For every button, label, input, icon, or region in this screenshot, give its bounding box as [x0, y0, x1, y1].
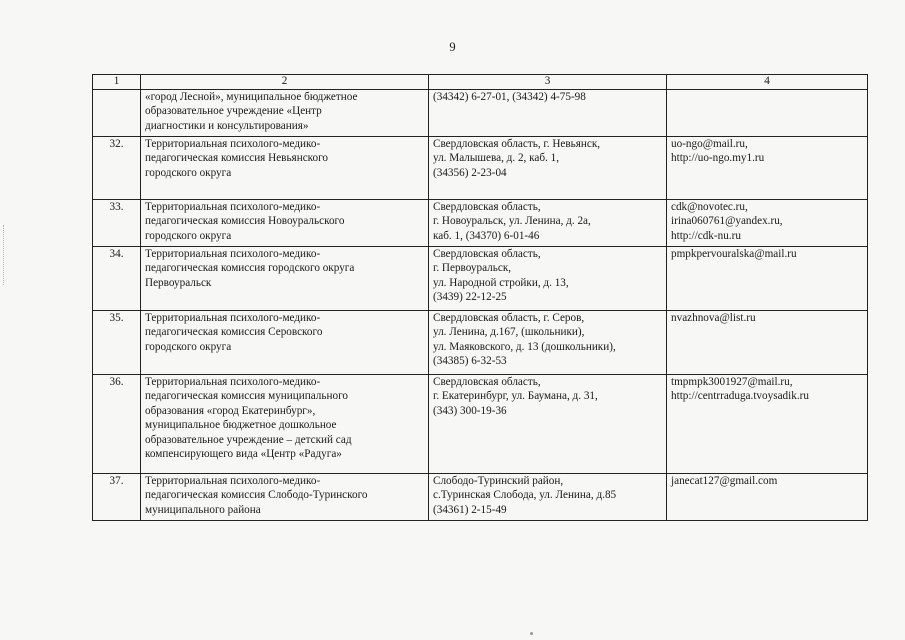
commission-name-cell-line: Территориальная психолого-медико-	[145, 138, 321, 150]
address-cell	[429, 375, 667, 474]
contacts-cell	[667, 474, 868, 521]
address-cell	[429, 474, 667, 521]
commission-name-cell-line: Территориальная психолого-медико-	[145, 248, 321, 260]
contacts-cell	[667, 137, 868, 200]
contacts-cell-line: pmpkpervouralska@mail.ru	[671, 248, 797, 260]
address-cell-line: Свердловская область,	[433, 376, 541, 388]
address-cell-line: Свердловская область,	[433, 248, 541, 260]
address-cell-line: Свердловская область, г. Невьянск,	[433, 138, 601, 150]
table-row	[93, 200, 868, 247]
address-cell-line: ул. Маяковского, д. 13 (дошкольники),	[433, 340, 616, 353]
commission-name-cell	[141, 137, 429, 200]
address-cell-line: ул. Ленина, д.167, (школьники),	[433, 326, 585, 339]
column-header-4: 4	[667, 75, 868, 90]
address-cell-line: с.Туринская Слобода, ул. Ленина, д.85	[433, 489, 617, 502]
commission-name-cell	[141, 474, 429, 521]
commission-name-cell-line: Территориальная психолого-медико-	[145, 312, 321, 324]
commission-name-cell-line: муниципального района	[145, 503, 261, 516]
commission-name-cell-line: педагогическая комиссия муниципального	[145, 390, 348, 403]
contacts-cell	[667, 90, 868, 137]
address-cell	[429, 90, 667, 137]
commission-name-cell-line: педагогическая комиссия Серовского	[145, 326, 323, 339]
commission-name-cell-line: диагностики и консультирования»	[145, 119, 309, 132]
row-number	[93, 90, 141, 137]
address-cell-line: Слободо-Туринский район,	[433, 475, 564, 487]
table-row	[93, 311, 868, 375]
table-row	[93, 137, 868, 200]
contacts-cell	[667, 375, 868, 474]
commission-name-cell-line: Территориальная психолого-медико-	[145, 376, 321, 388]
commission-name-cell-line: Первоуральск	[145, 276, 212, 289]
table-row	[93, 375, 868, 474]
table-row	[93, 90, 868, 137]
scan-edge-marks	[3, 225, 8, 285]
address-cell	[429, 311, 667, 375]
commission-name-cell-line: городского округа	[145, 340, 232, 353]
commission-name-cell-line: «город Лесной», муниципальное бюджетное	[145, 91, 358, 103]
column-header-2: 2	[141, 75, 429, 90]
address-cell-line: Свердловская область, г. Серов,	[433, 312, 585, 324]
page-number: 9	[449, 40, 456, 54]
commission-name-cell-line: Территориальная психолого-медико-	[145, 475, 321, 487]
row-number: 36.	[93, 375, 141, 474]
contacts-cell-line: http://cdk-nu.ru	[671, 229, 741, 242]
commission-name-cell-line: педагогическая комиссия Новоуральского	[145, 215, 345, 228]
commission-name-cell	[141, 90, 429, 137]
contacts-cell-line: http://uo-ngo.my1.ru	[671, 152, 765, 165]
address-cell-line: (3439) 22-12-25	[433, 291, 507, 304]
address-cell-line: ул. Малышева, д. 2, каб. 1,	[433, 152, 560, 165]
address-cell	[429, 200, 667, 247]
row-number: 32.	[93, 137, 141, 200]
address-cell	[429, 247, 667, 311]
address-cell-line: (34342) 6-27-01, (34342) 4-75-98	[433, 91, 586, 103]
commission-name-cell-line: образования «город Екатеринбург»,	[145, 404, 316, 417]
commission-name-cell-line: педагогическая комиссия Слободо-Туринского	[145, 489, 368, 502]
commission-name-cell-line: педагогическая комиссия городского округа	[145, 262, 355, 275]
contacts-cell	[667, 311, 868, 375]
commission-name-cell-line: муниципальное бюджетное дошкольное	[145, 419, 337, 432]
address-cell-line: г. Новоуральск, ул. Ленина, д. 2а,	[433, 215, 591, 228]
contacts-cell-line: janecat127@gmail.com	[671, 475, 778, 487]
address-cell-line: (34361) 2-15-49	[433, 503, 507, 516]
commissions-table	[92, 74, 868, 521]
table-header-row	[93, 75, 868, 90]
commission-name-cell	[141, 200, 429, 247]
table-row	[93, 474, 868, 521]
contacts-cell-line: cdk@novotec.ru,	[671, 201, 748, 213]
commission-name-cell-line: образовательное учреждение «Центр	[145, 105, 322, 118]
contacts-cell	[667, 200, 868, 247]
address-cell-line: (34356) 2-23-04	[433, 166, 507, 179]
commission-name-cell-line: городского округа	[145, 229, 232, 242]
address-cell-line: ул. Народной стройки, д. 13,	[433, 276, 569, 289]
row-number: 35.	[93, 311, 141, 375]
address-cell-line: г. Екатеринбург, ул. Баумана, д. 31,	[433, 390, 598, 403]
contacts-cell	[667, 247, 868, 311]
row-number: 33.	[93, 200, 141, 247]
commission-name-cell-line: компенсирующего вида «Центр «Радуга»	[145, 448, 342, 461]
scan-speck	[530, 632, 533, 635]
table-row	[93, 247, 868, 311]
commission-name-cell	[141, 247, 429, 311]
address-cell-line: Свердловская область,	[433, 201, 541, 213]
commission-name-cell-line: городского округа	[145, 166, 232, 179]
commission-name-cell-line: образовательное учреждение – детский сад	[145, 433, 352, 446]
contacts-cell-line: nvazhnova@list.ru	[671, 312, 756, 324]
address-cell-line: г. Первоуральск,	[433, 262, 512, 275]
contacts-cell-line: irina060761@yandex.ru,	[671, 215, 783, 228]
commission-name-cell	[141, 311, 429, 375]
address-cell-line: каб. 1, (34370) 6-01-46	[433, 229, 540, 242]
commission-name-cell-line: Территориальная психолого-медико-	[145, 201, 321, 213]
contacts-cell-line: tmpmpk3001927@mail.ru,	[671, 376, 793, 388]
column-header-1: 1	[93, 75, 141, 90]
row-number: 37.	[93, 474, 141, 521]
row-number: 34.	[93, 247, 141, 311]
contacts-cell-line: http://centrraduga.tvoysadik.ru	[671, 390, 809, 403]
address-cell-line: (34385) 6-32-53	[433, 355, 507, 368]
address-cell-line: (343) 300-19-36	[433, 404, 507, 417]
address-cell	[429, 137, 667, 200]
column-header-3: 3	[429, 75, 667, 90]
commission-name-cell	[141, 375, 429, 474]
commission-name-cell-line: педагогическая комиссия Невьянского	[145, 152, 329, 165]
contacts-cell-line: uo-ngo@mail.ru,	[671, 138, 748, 150]
